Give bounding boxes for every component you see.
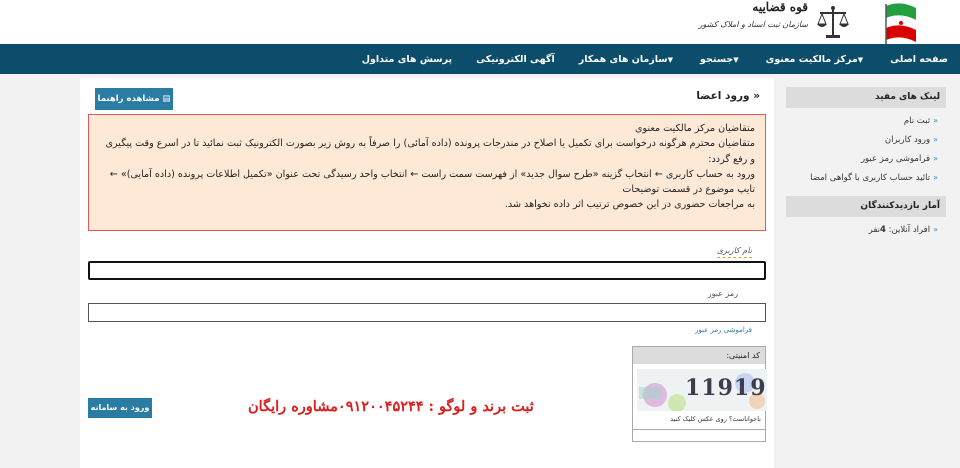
caret-down-icon: ▼ <box>857 55 864 64</box>
page-title-text: ورود اعضا <box>696 90 750 102</box>
captcha-box <box>632 346 766 442</box>
captcha-input[interactable] <box>633 429 765 441</box>
login-panel <box>80 78 774 468</box>
notice-line: متقاضیان مرکز مالکیت معنوی <box>635 123 755 134</box>
visitor-stats-list <box>786 217 946 248</box>
caret-down-icon: ▼ <box>667 55 674 64</box>
nav-item-faq[interactable] <box>362 54 452 65</box>
online-unit: نفر <box>868 225 880 235</box>
nav-item-partners[interactable] <box>579 54 676 65</box>
double-chevron-icon: « <box>933 116 938 125</box>
logo-title: قوه قضاییه <box>752 0 808 14</box>
nav-item-label: آگهی الکترونیکی <box>476 53 555 65</box>
captcha-image[interactable] <box>637 369 767 411</box>
site-header <box>0 0 960 44</box>
captcha-code: 11919 <box>685 375 767 401</box>
sidebar-link-verify-signature[interactable] <box>786 173 938 192</box>
caret-down-icon: ▼ <box>733 55 739 64</box>
site-logo[interactable] <box>698 0 920 44</box>
page-title <box>696 90 760 102</box>
login-submit-button[interactable]: ورود به سامانه <box>88 398 152 418</box>
notice-line: متقاضیان محترم هرگونه درخواست برای تکمیل یا اصلاح در مندرجات پرونده (داده آمائی) را صرفاً به روش زیر بصورت الکترونیک ثبت نمائید تا در اسرع وقت پیگیری و رفع گردد: <box>105 138 755 165</box>
view-guide-button[interactable] <box>95 88 173 110</box>
useful-links-heading: لینک های مفید <box>786 87 946 108</box>
nav-item-e-ads[interactable] <box>476 54 555 65</box>
sidebar-link-label: تائید حساب کاربری با گواهی امضا <box>810 173 931 183</box>
nav-item-label: پرسش های متداول <box>361 53 453 65</box>
captcha-hint: ناخواناست؟ روی عکس کلیک کنید <box>670 415 761 423</box>
notice-line: ورود به حساب کاربری ← انتخاب گزینه «طرح سوال جدید» از فهرست سمت راست ← انتخاب واحد رسیدگی تحت عنوان «تکمیل اطلاعات پرونده (داده آمایی)» ← تایپ موضوع در قسمت توضیحات <box>109 168 755 196</box>
sidebar-link-forgot-password[interactable] <box>786 154 938 173</box>
notice-box <box>88 114 766 231</box>
double-chevron-icon: « <box>753 90 760 102</box>
nav-item-ip-center[interactable] <box>766 54 867 65</box>
nav-item-home[interactable] <box>890 54 948 65</box>
double-chevron-icon: « <box>933 173 938 182</box>
view-guide-label: مشاهده راهنما <box>97 94 160 104</box>
useful-links-list <box>786 108 946 196</box>
double-chevron-icon: « <box>933 135 938 144</box>
online-label: افراد آنلاین: <box>888 225 931 235</box>
notice-line: به مراجعات حضوری در این خصوص ترتیب اثر داده نخواهد شد. <box>504 199 755 211</box>
nav-item-search[interactable] <box>700 54 742 65</box>
nav-item-label: جستجو <box>700 53 734 65</box>
password-label: رمز عبور <box>707 289 738 298</box>
justice-scales-icon <box>816 4 850 40</box>
sidebar-link-login[interactable] <box>786 135 938 154</box>
password-input[interactable] <box>88 303 766 322</box>
nav-item-label: سازمان های همکار <box>578 53 668 65</box>
username-input[interactable] <box>88 261 766 280</box>
sidebar-link-register[interactable] <box>786 116 938 135</box>
forgot-password-link[interactable]: فراموشی رمز عبور <box>695 326 752 334</box>
nav-item-label: مرکز مالکیت معنوی <box>765 53 858 65</box>
main-nav <box>0 44 960 74</box>
double-chevron-icon: « <box>933 154 938 163</box>
promo-text: ثبت برند و لوگو : ۰۹۱۲۰۰۴۵۲۴۴مشاوره رایگان <box>248 398 534 415</box>
sidebar-link-label: ورود کاربران <box>884 135 931 145</box>
double-chevron-icon: « <box>933 225 938 234</box>
username-label: نام کاربری <box>717 246 752 258</box>
captcha-label: کد امنیتی: <box>633 347 765 364</box>
online-users <box>786 225 938 244</box>
book-icon: ▤ <box>159 94 171 104</box>
sidebar <box>786 87 946 248</box>
nav-item-label: صفحه اصلی <box>890 53 948 65</box>
visitor-stats-heading: آمار بازدیدکنندگان <box>786 196 946 217</box>
iran-flag-icon <box>876 0 920 44</box>
logo-subtitle: سازمان ثبت اسناد و املاک کشور <box>698 20 808 29</box>
online-count: 4 <box>880 225 886 235</box>
sidebar-link-label: فراموشی رمز عبور <box>860 154 931 164</box>
sidebar-link-label: ثبت نام <box>903 116 931 126</box>
